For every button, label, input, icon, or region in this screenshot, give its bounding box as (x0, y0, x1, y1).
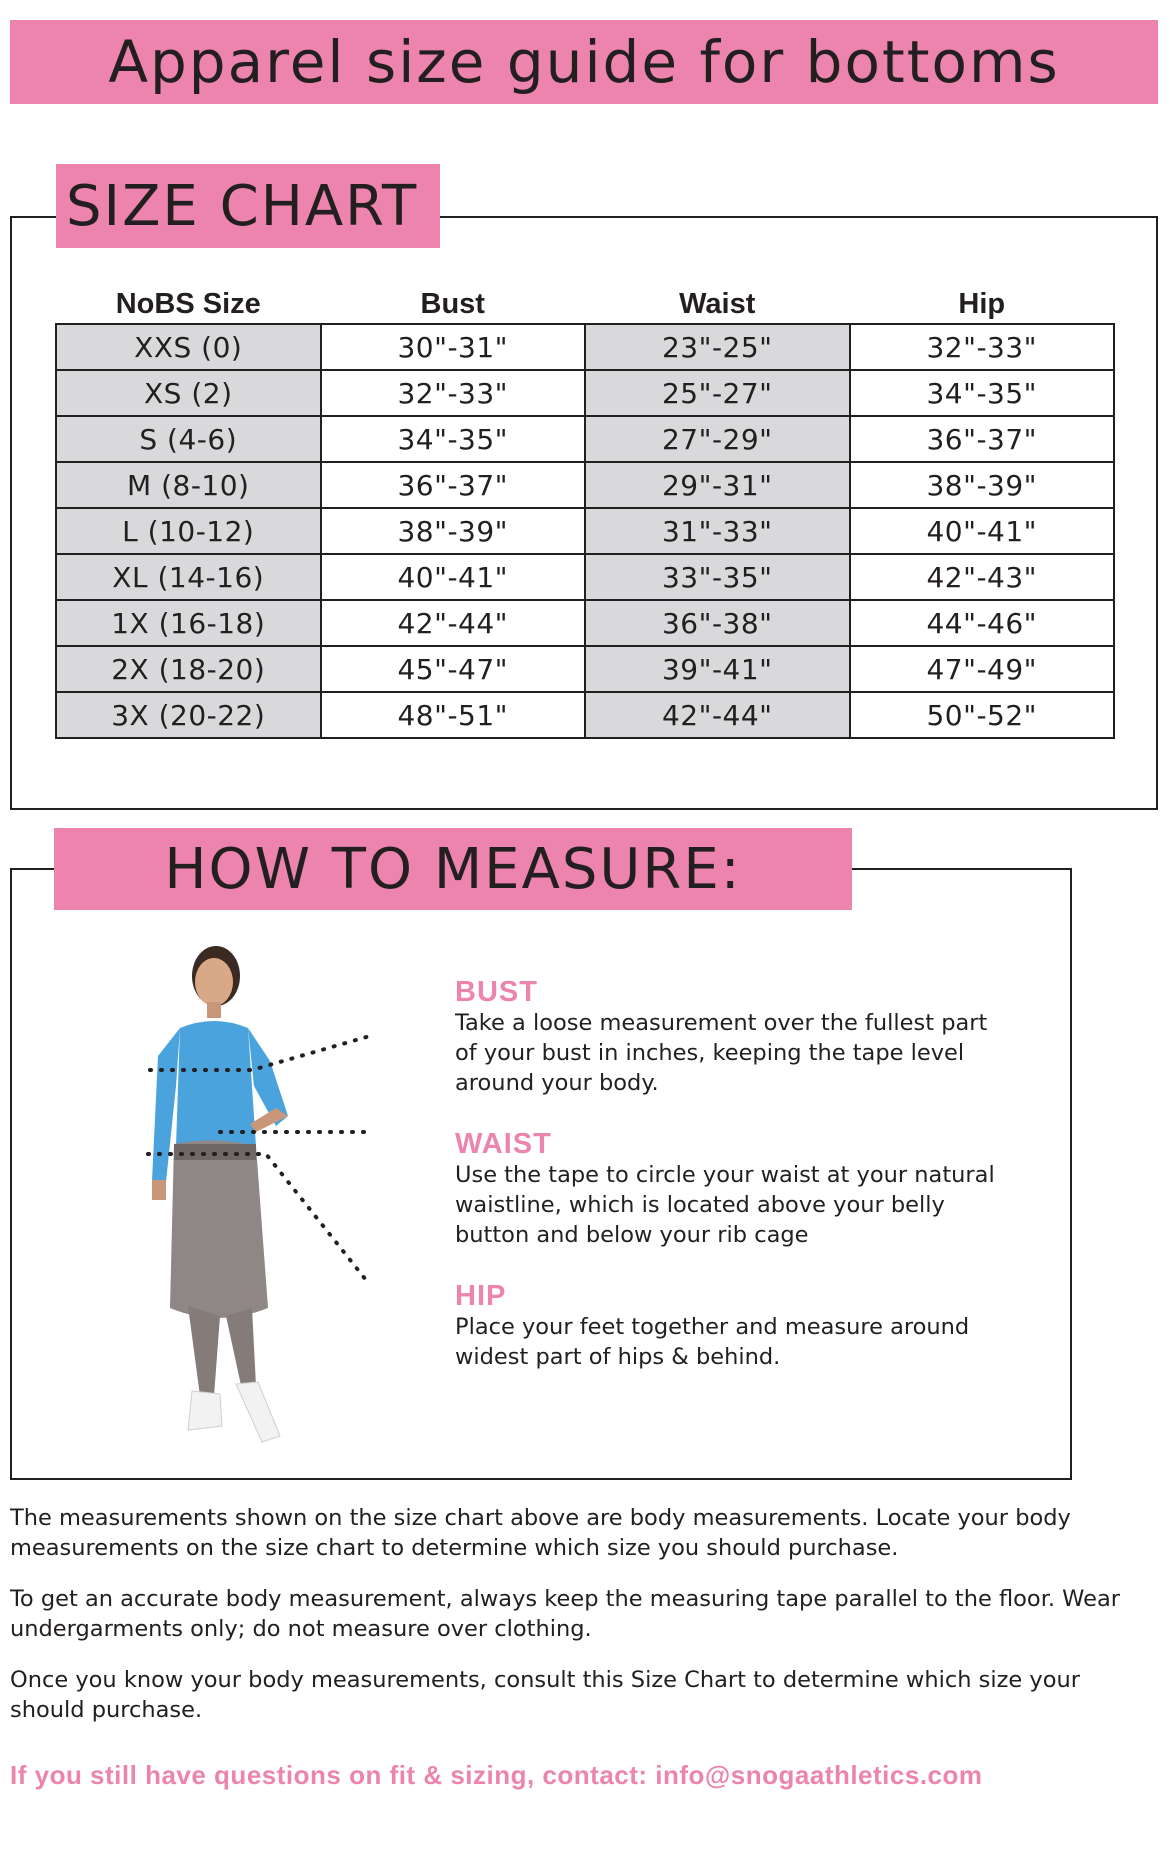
note-paragraph: Once you know your body measurements, consult this Size Chart to determine which size your should purchase. (10, 1667, 1080, 1723)
cell-waist: 23"-25" (585, 324, 850, 370)
table-row (56, 462, 1114, 508)
table-row (56, 600, 1114, 646)
table-row (56, 416, 1114, 462)
hip-heading: HIP (455, 1280, 507, 1312)
cell-bust: 40"-41" (321, 554, 586, 600)
table-row (56, 370, 1114, 416)
column-header-waist: Waist (585, 280, 850, 324)
column-header-bust: Bust (321, 280, 586, 324)
page-title: Apparel size guide for bottoms (108, 28, 1060, 96)
contact-line[interactable]: If you still have questions on fit & sizing, contact: info@snogaathletics.com (10, 1760, 983, 1790)
cell-waist: 25"-27" (585, 370, 850, 416)
cell-hip: 38"-39" (850, 462, 1115, 508)
hip-text: Place your feet together and measure around widest part of hips & behind. (455, 1314, 970, 1370)
cell-bust: 30"-31" (321, 324, 586, 370)
table-header-row (56, 280, 1114, 324)
waist-text: Use the tape to circle your waist at your natural waistline, which is located above your belly button and below your rib cage (455, 1162, 995, 1248)
cell-hip: 34"-35" (850, 370, 1115, 416)
cell-bust: 45"-47" (321, 646, 586, 692)
cell-size: XS (2) (56, 370, 321, 416)
table-row (56, 692, 1114, 738)
cell-waist: 31"-33" (585, 508, 850, 554)
cell-size: S (4-6) (56, 416, 321, 462)
cell-waist: 33"-35" (585, 554, 850, 600)
cell-bust: 48"-51" (321, 692, 586, 738)
measurement-guide-dots (130, 936, 460, 1336)
bust-heading: BUST (455, 976, 538, 1008)
table-row (56, 508, 1114, 554)
notes-section (10, 1503, 1130, 1746)
table-row (56, 646, 1114, 692)
waist-heading: WAIST (455, 1128, 552, 1160)
cell-hip: 36"-37" (850, 416, 1115, 462)
cell-size: M (8-10) (56, 462, 321, 508)
cell-bust: 38"-39" (321, 508, 586, 554)
cell-bust: 32"-33" (321, 370, 586, 416)
size-chart-table (55, 280, 1115, 739)
column-header-hip: Hip (850, 280, 1115, 324)
cell-hip: 42"-43" (850, 554, 1115, 600)
cell-waist: 36"-38" (585, 600, 850, 646)
cell-size: 3X (20-22) (56, 692, 321, 738)
cell-size: 1X (16-18) (56, 600, 321, 646)
hip-instruction (455, 1280, 1015, 1372)
cell-size: L (10-12) (56, 508, 321, 554)
cell-hip: 44"-46" (850, 600, 1115, 646)
cell-bust: 42"-44" (321, 600, 586, 646)
cell-waist: 29"-31" (585, 462, 850, 508)
size-chart-tab (56, 164, 440, 248)
cell-hip: 50"-52" (850, 692, 1115, 738)
title-banner (10, 20, 1158, 104)
cell-size: 2X (18-20) (56, 646, 321, 692)
cell-hip: 32"-33" (850, 324, 1115, 370)
bust-instruction (455, 976, 1015, 1098)
size-chart-title: SIZE CHART (66, 173, 419, 239)
cell-size: XL (14-16) (56, 554, 321, 600)
cell-hip: 40"-41" (850, 508, 1115, 554)
how-to-measure-title: HOW TO MEASURE: (164, 836, 742, 902)
cell-size: XXS (0) (56, 324, 321, 370)
bust-text: Take a loose measurement over the fullest part of your bust in inches, keeping the tape level around your body. (455, 1010, 988, 1096)
cell-hip: 47"-49" (850, 646, 1115, 692)
cell-waist: 39"-41" (585, 646, 850, 692)
column-header-size: NoBS Size (56, 280, 321, 324)
table-row (56, 554, 1114, 600)
how-to-measure-tab (54, 828, 852, 910)
cell-bust: 36"-37" (321, 462, 586, 508)
table-row (56, 324, 1114, 370)
waist-instruction (455, 1128, 1015, 1250)
note-paragraph: To get an accurate body measurement, always keep the measuring tape parallel to the floor. Wear undergarments only; do not measure over clothing. (10, 1586, 1120, 1642)
cell-waist: 42"-44" (585, 692, 850, 738)
cell-bust: 34"-35" (321, 416, 586, 462)
note-paragraph: The measurements shown on the size chart above are body measurements. Locate your body measurements on the size chart to determine which size you should purchase. (10, 1505, 1071, 1561)
cell-waist: 27"-29" (585, 416, 850, 462)
